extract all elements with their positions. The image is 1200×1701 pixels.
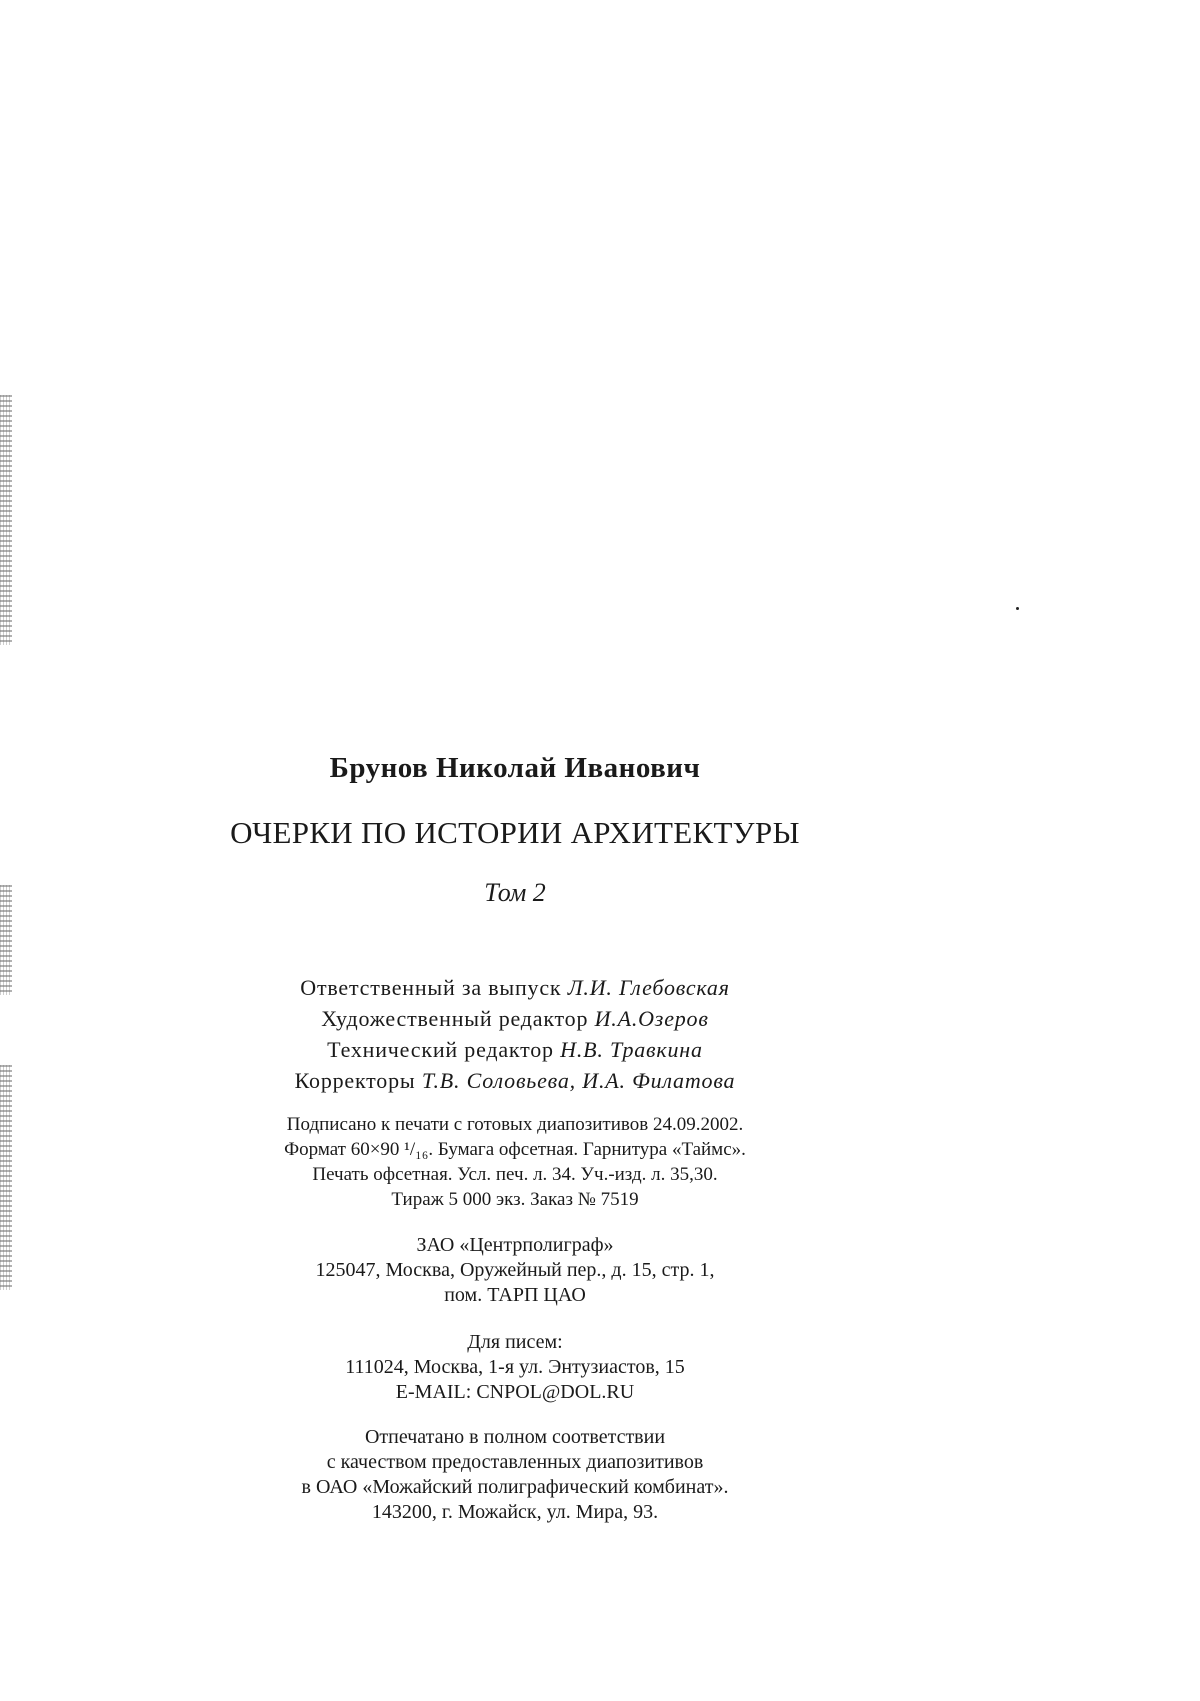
scan-edge-noise bbox=[0, 885, 12, 995]
print-info-line: Подписано к печати с готовых диапозитивов 24.09.2002. bbox=[286, 1114, 744, 1135]
printer-line: Отпечатано в полном соответствии bbox=[364, 1426, 666, 1448]
volume-number: Том 2 bbox=[484, 878, 546, 907]
mail-line: 111024, Москва, 1-я ул. Энтузиастов, 15 bbox=[345, 1356, 685, 1378]
print-info-line: Тираж 5 000 экз. Заказ № 7519 bbox=[391, 1189, 639, 1210]
credit-name: Н.В. Травкина bbox=[560, 1037, 703, 1062]
print-info bbox=[200, 1112, 830, 1212]
publisher-line: ЗАО «Центрполиграф» bbox=[416, 1234, 614, 1256]
credit-role: Корректоры bbox=[294, 1068, 416, 1093]
credit-line bbox=[200, 1003, 830, 1034]
credit-line bbox=[200, 1034, 830, 1065]
printer-line: в ОАО «Можайский полиграфический комбинат». bbox=[301, 1476, 729, 1498]
book-author: Брунов Николай Иванович bbox=[329, 752, 701, 784]
print-info-line: Печать офсетная. Усл. печ. л. 34. Уч.-изд. л. 35,30. bbox=[312, 1164, 718, 1185]
scan-speck bbox=[1016, 607, 1019, 610]
credit-role: Художественный редактор bbox=[321, 1006, 589, 1031]
print-info-line: Формат 60×90 ¹/₁₆. Бумага офсетная. Гарнитура «Таймс». bbox=[284, 1139, 746, 1160]
scan-edge-noise bbox=[0, 1065, 12, 1290]
credit-role: Технический редактор bbox=[327, 1037, 554, 1062]
scan-edge-noise bbox=[0, 395, 12, 645]
credit-name: И.А.Озеров bbox=[594, 1006, 709, 1031]
credit-name: Т.В. Соловьева, И.А. Филатова bbox=[421, 1068, 736, 1093]
credit-name: Л.И. Глебовская bbox=[567, 975, 730, 1000]
credit-line bbox=[200, 972, 830, 1003]
credit-line bbox=[200, 1065, 830, 1096]
printer-line: с качеством предоставленных диапозитивов bbox=[326, 1451, 704, 1473]
publisher-info bbox=[200, 1233, 830, 1308]
printer-info bbox=[200, 1425, 830, 1525]
printer-line: 143200, г. Можайск, ул. Мира, 93. bbox=[371, 1501, 659, 1523]
publisher-line: 125047, Москва, Оружейный пер., д. 15, стр. 1, bbox=[315, 1259, 715, 1281]
mailing-info bbox=[200, 1330, 830, 1405]
mail-line: E-MAIL: CNPOL@DOL.RU bbox=[395, 1381, 635, 1403]
book-title: ОЧЕРКИ ПО ИСТОРИИ АРХИТЕКТУРЫ bbox=[230, 815, 800, 850]
publisher-line: пом. ТАРП ЦАО bbox=[444, 1284, 586, 1306]
mail-line: Для писем: bbox=[467, 1331, 563, 1353]
credit-role: Ответственный за выпуск bbox=[300, 975, 562, 1000]
credits bbox=[200, 972, 830, 1096]
